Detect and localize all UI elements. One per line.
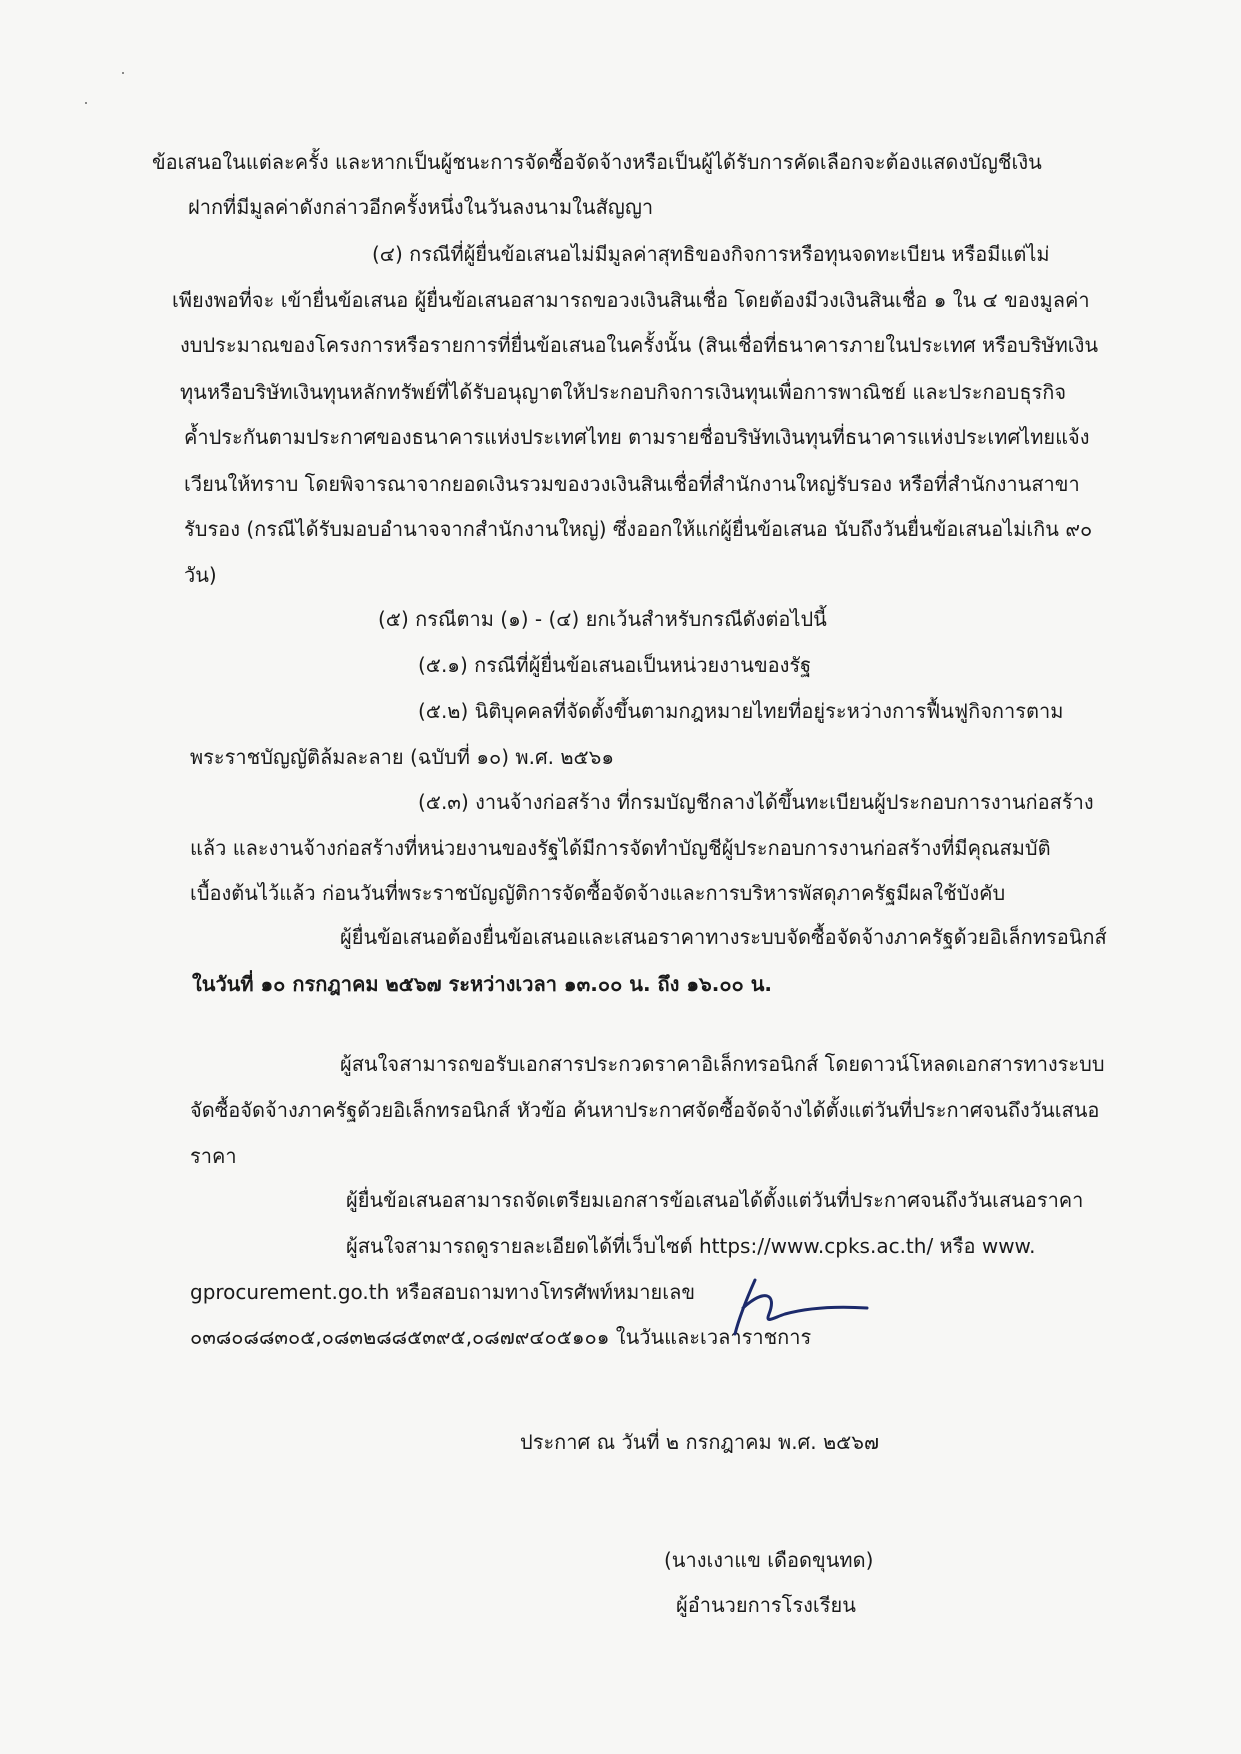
body-line-17: เบื้องต้นไว้แล้ว ก่อนวันที่พระราชบัญญัติการจัดซื้อจัดจ้างและการบริหารพัสดุภาครัฐมีผลใช้บังคับ (190, 881, 1006, 905)
body-line-3: (๔) กรณีที่ผู้ยื่นข้อเสนอไม่มีมูลค่าสุทธิของกิจการหรือทุนจดทะเบียน หรือมีแต่ไม่ (372, 242, 1050, 266)
body-line-16: แล้ว และงานจ้างก่อสร้างที่หน่วยงานของรัฐได้มีการจัดทำบัญชีผู้ประกอบการงานก่อสร้างที่มีคุณสมบัติ (190, 836, 1051, 860)
scan-speck (122, 72, 124, 74)
body-line-25: gprocurement.go.th หรือสอบถามทางโทรศัพท์หมายเลข (190, 1280, 696, 1304)
body-line-10: วัน) (184, 563, 217, 587)
announcement-date: ประกาศ ณ วันที่ ๒ กรกฎาคม พ.ศ. ๒๕๖๗ (520, 1430, 880, 1454)
body-line-18: ผู้ยื่นข้อเสนอต้องยื่นข้อเสนอและเสนอราคาทางระบบจัดซื้อจัดจ้างภาครัฐด้วยอิเล็กทรอนิกส์ (340, 925, 1107, 949)
body-line-6: ทุนหรือบริษัทเงินทุนหลักทรัพย์ที่ได้รับอนุญาตให้ประกอบกิจการเงินทุนเพื่อการพาณิชย์ และประกอบธุรกิจ (180, 380, 1067, 404)
body-line-7: ค้ำประกันตามประกาศของธนาคารแห่งประเทศไทย ตามรายชื่อบริษัทเงินทุนที่ธนาคารแห่งประเทศไทยแจ้ง (184, 425, 1090, 449)
body-line-9: รับรอง (กรณีได้รับมอบอำนาจจากสำนักงานใหญ่) ซึ่งออกให้แก่ผู้ยื่นข้อเสนอ นับถึงวันยื่นข้อเสนอไม่เกิน ๙๐ (184, 517, 1093, 541)
signatory-position: ผู้อำนวยการโรงเรียน (676, 1593, 856, 1617)
signatory-name: (นางเงาแข เดือดขุนทด) (664, 1548, 874, 1572)
body-line-1: ข้อเสนอในแต่ละครั้ง และหากเป็นผู้ชนะการจัดซื้อจัดจ้างหรือเป็นผู้ได้รับการคัดเลือกจะต้องแสดงบัญชีเงิน (152, 150, 1042, 174)
body-line-11: (๕) กรณีตาม (๑) - (๔) ยกเว้นสำหรับกรณีดังต่อไปนี้ (378, 607, 827, 631)
body-line-21: จัดซื้อจัดจ้างภาครัฐด้วยอิเล็กทรอนิกส์ หัวข้อ ค้นหาประกาศจัดซื้อจัดจ้างได้ตั้งแต่วันที่ประกาศจนถึงวันเสนอ (190, 1098, 1100, 1122)
body-line-23: ผู้ยื่นข้อเสนอสามารถจัดเตรียมเอกสารข้อเสนอได้ตั้งแต่วันที่ประกาศจนถึงวันเสนอราคา (346, 1188, 1084, 1212)
body-line-2: ฝากที่มีมูลค่าดังกล่าวอีกครั้งหนึ่งในวันลงนามในสัญญา (188, 195, 654, 219)
body-line-26: ๐๓๘๐๘๘๓๐๕,๐๘๓๒๘๘๕๓๙๕,๐๘๗๙๔๐๕๑๐๑ ในวันและเวลาราชการ (190, 1325, 812, 1349)
body-line-15: (๕.๓) งานจ้างก่อสร้าง ที่กรมบัญชีกลางได้ขึ้นทะเบียนผู้ประกอบการงานก่อสร้าง (418, 790, 1094, 814)
scan-speck (85, 102, 87, 104)
body-line-5: งบประมาณของโครงการหรือรายการที่ยื่นข้อเสนอในครั้งนั้น (สินเชื่อที่ธนาคารภายในประเทศ หรือบริษัทเงิน (180, 333, 1099, 357)
body-line-20: ผู้สนใจสามารถขอรับเอกสารประกวดราคาอิเล็กทรอนิกส์ โดยดาวน์โหลดเอกสารทางระบบ (340, 1052, 1105, 1076)
body-line-14: พระราชบัญญัติล้มละลาย (ฉบับที่ ๑๐) พ.ศ. ๒๕๖๑ (190, 745, 615, 769)
body-line-13: (๕.๒) นิติบุคคลที่จัดตั้งขึ้นตามกฎหมายไทยที่อยู่ระหว่างการฟื้นฟูกิจการตาม (418, 699, 1064, 723)
body-line-12: (๕.๑) กรณีที่ผู้ยื่นข้อเสนอเป็นหน่วยงานของรัฐ (418, 653, 812, 677)
body-line-22: ราคา (190, 1144, 237, 1168)
body-line-8: เวียนให้ทราบ โดยพิจารณาจากยอดเงินรวมของวงเงินสินเชื่อที่สำนักงานใหญ่รับรอง หรือที่สำนักงานสาขา (184, 472, 1080, 496)
body-line-19: ในวันที่ ๑๐ กรกฎาคม ๒๕๖๗ ระหว่างเวลา ๑๓.๐๐ น. ถึง ๑๖.๐๐ น. (192, 972, 772, 996)
signature-graphic (725, 1268, 875, 1348)
body-line-4: เพียงพอที่จะ เข้ายื่นข้อเสนอ ผู้ยื่นข้อเสนอสามารถขอวงเงินสินเชื่อ โดยต้องมีวงเงินสินเชื่อ ๑ ใน ๔ ของมูลค่า (172, 288, 1090, 312)
body-line-24: ผู้สนใจสามารถดูรายละเอียดได้ที่เว็บไซต์ https://www.cpks.ac.th/ หรือ www. (346, 1234, 1036, 1258)
